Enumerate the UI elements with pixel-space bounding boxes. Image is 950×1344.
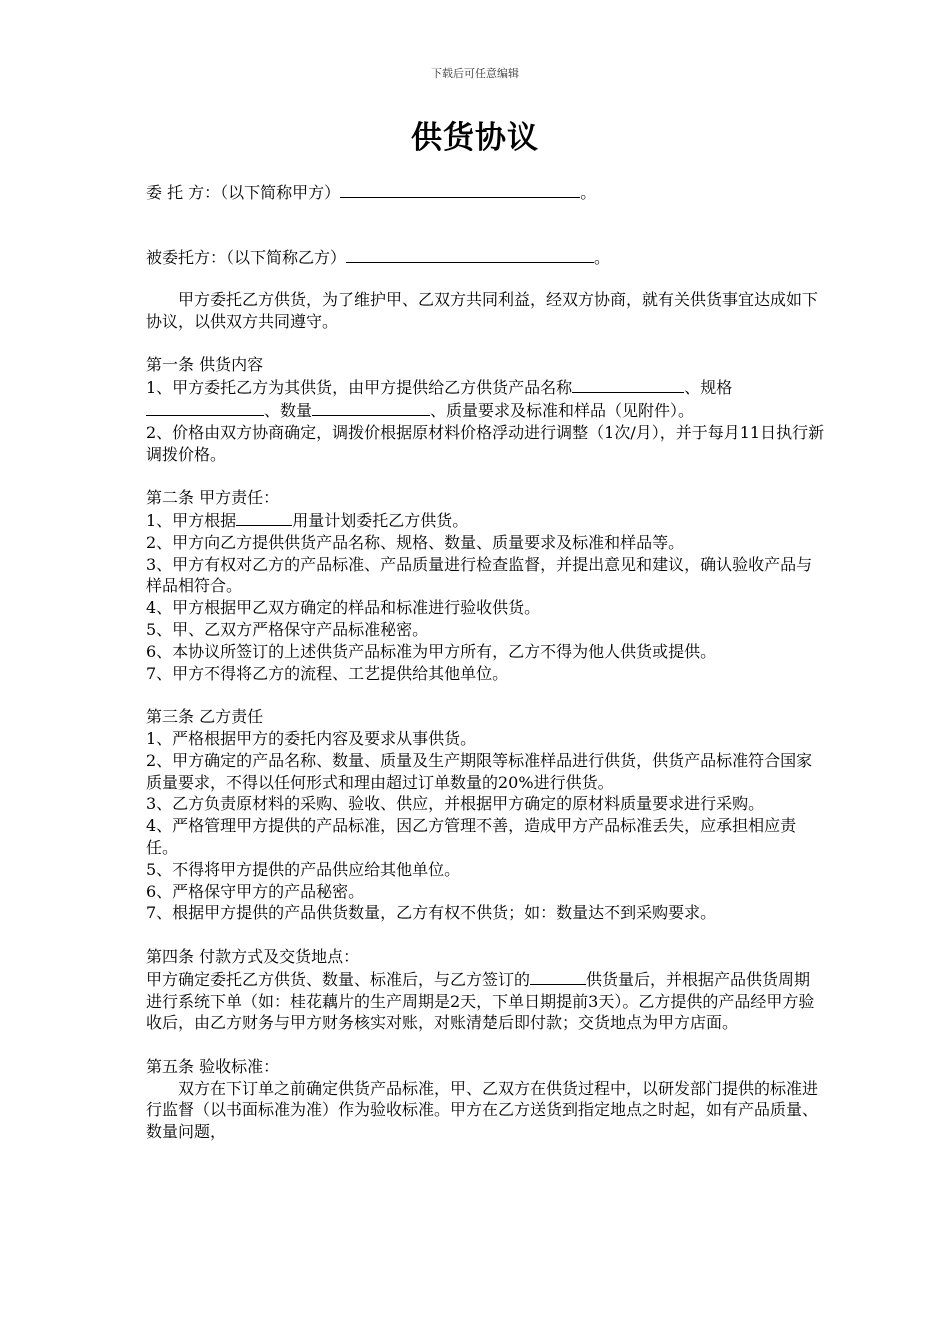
party-a-label: 委 托 方：（以下简称甲方） (146, 183, 341, 202)
sec3-item: 4、严格管理甲方提供的产品标准，因乙方管理不善，造成甲方产品标准丢失，应承担相应责任。 (146, 816, 797, 857)
sec2-item: 2、甲方向乙方提供供货产品名称、规格、数量、质量要求及标准和样品等。 (146, 532, 685, 552)
party-a-blank (340, 181, 580, 198)
sec2-item: 3、甲方有权对乙方的产品标准、产品质量进行检查监督，并提出意见和建议，确认验收产品与样品相符合。 (146, 554, 813, 596)
supply-volume-blank (530, 968, 586, 985)
party-a-end: 。 (580, 183, 597, 202)
sec5-paragraph: 双方在下订单之前确定供货产品标准，甲、乙双方在供货过程中，以研发部门提供的标准进行监督（以书面标准为准）作为验收标准。甲方在乙方送货到指定地点之时起，如有产品质量、数量问题， (146, 1078, 819, 1142)
sec3-item: 1、严格根据甲方的委托内容及要求从事供货。 (146, 728, 477, 748)
party-b-label: 被委托方：（以下简称乙方） (146, 248, 347, 267)
party-b-blank (346, 246, 594, 263)
quantity-blank (312, 399, 430, 416)
sec2-item: 4、甲方根据甲乙双方确定的样品和标准进行验收供货。 (146, 598, 541, 618)
header-note: 下载后可任意编辑 (431, 67, 519, 80)
sec1-item2: 2、价格由双方协商确定，调拨价根据原材料价格浮动进行调整（1次/月），并于每月11日执行新调拨价格。 (146, 422, 825, 464)
intro-paragraph: 甲方委托乙方供货，为了维护甲、乙双方共同利益，经双方协商，就有关供货事宜达成如下协议，以供双方共同遵守。 (146, 290, 819, 331)
document-body (146, 289, 826, 1143)
sec3-item: 3、乙方负责原材料的采购、验收、供应，并根据甲方确定的原材料质量要求进行采购。 (146, 794, 765, 814)
party-b-end: 。 (594, 248, 611, 267)
sec2-item: 7、甲方不得将乙方的流程、工艺提供给其他单位。 (146, 663, 509, 683)
sec1-item1-text-d: 、质量要求及标准和样品（见附件）。 (430, 400, 695, 420)
spec-blank (146, 399, 264, 416)
party-a-line (146, 181, 596, 204)
product-name-blank (572, 376, 684, 393)
sec2-heading: 第二条 甲方责任： (146, 488, 280, 508)
sec1-item1-text-a: 1、甲方委托乙方为其供货，由甲方提供给乙方供货产品名称 (146, 378, 573, 398)
sec4-text-b: 供货量后，并根据产品供货周期进行系统下单（如：桂花藕片的生产周期是2天，下单日期提前3天）。乙方提供的产品经甲方验收后，由乙方财务与甲方财务核实对账，对账清楚后即付款；交货地点为甲方店面。 (146, 969, 815, 1033)
sec5-heading: 第五条 验收标准： (146, 1056, 280, 1076)
sec2-item1-text-a: 1、甲方根据 (146, 510, 237, 530)
sec4-paragraph (146, 968, 826, 1034)
sec4-text-a: 甲方确定委托乙方供货、数量、标准后，与乙方签订的 (146, 969, 531, 989)
usage-blank (236, 509, 292, 526)
sec1-item1-text-b: 、规格 (684, 378, 733, 398)
sec2-item: 6、本协议所签订的上述供货产品标准为甲方所有，乙方不得为他人供货或提供。 (146, 641, 717, 661)
sec3-item: 2、甲方确定的产品名称、数量、质量及生产期限等标准样品进行供货，供货产品标准符合国家质量要求，不得以任何形式和理由超过订单数量的20%进行供货。 (146, 750, 813, 792)
sec1-heading: 第一条 供货内容 (146, 355, 264, 375)
sec3-item: 6、严格保守甲方的产品秘密。 (146, 881, 365, 901)
document-title: 供货协议 (411, 120, 539, 156)
sec1-item1 (146, 376, 826, 422)
sec3-item: 5、不得将甲方提供的产品供应给其他单位。 (146, 859, 461, 879)
sec1-item1-text-c: 、数量 (264, 400, 313, 420)
sec3-item: 7、根据甲方提供的产品供货数量，乙方有权不供货；如：数量达不到采购要求。 (146, 903, 717, 923)
sec2-item1-text-b: 用量计划委托乙方供货。 (292, 510, 469, 530)
sec4-heading: 第四条 付款方式及交货地点： (146, 946, 360, 966)
sec2-item: 5、甲、乙双方严格保守产品标准秘密。 (146, 619, 429, 639)
sec2-item1 (146, 509, 826, 532)
party-b-line (146, 246, 610, 269)
sec3-heading: 第三条 乙方责任 (146, 707, 264, 727)
